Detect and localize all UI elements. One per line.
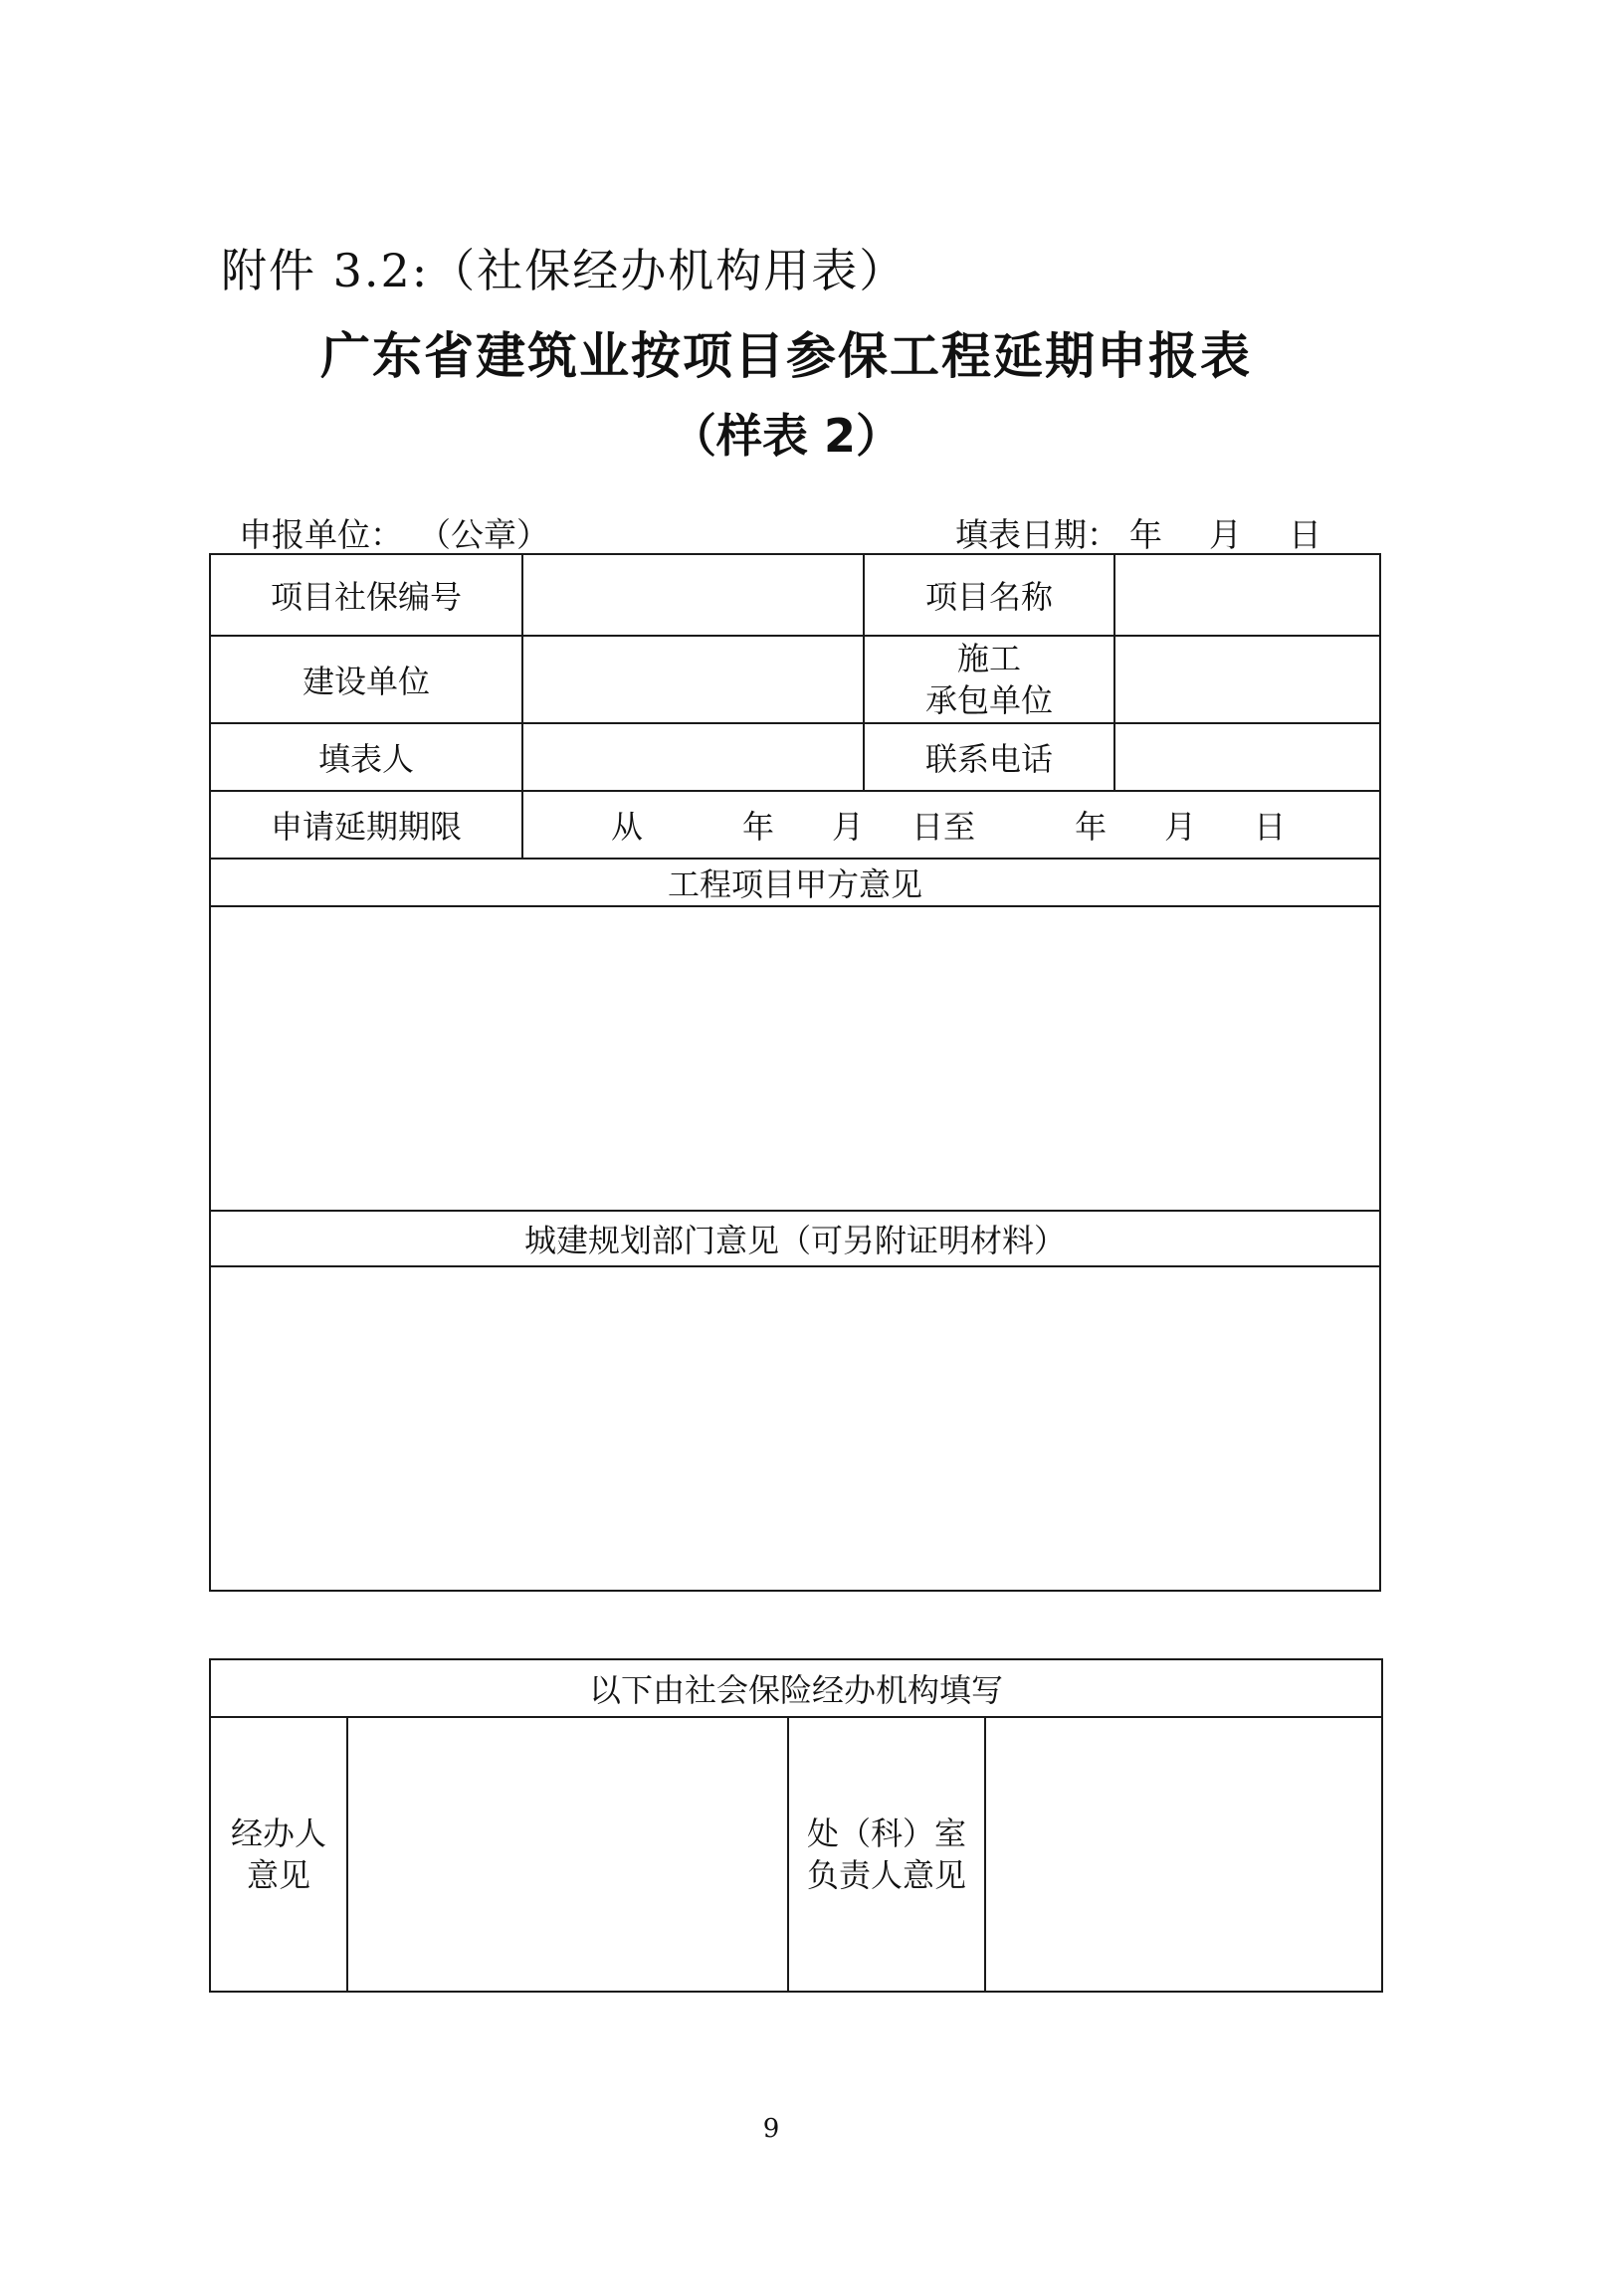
contractor-label: [864, 636, 1114, 723]
period-start-month: 月: [832, 808, 865, 846]
phone-label: 联系电话: [864, 723, 1114, 791]
table-row: [210, 859, 1380, 906]
table-row: [210, 636, 1380, 723]
project-ss-number-label: 项目社保编号: [210, 554, 522, 636]
table-row: [210, 1717, 1382, 1992]
period-end-day: 日: [1254, 808, 1287, 846]
handler-opinion-line1: 经办人: [230, 1815, 326, 1852]
fill-date-day[interactable]: 日: [1289, 515, 1321, 554]
table-row: [210, 791, 1380, 859]
planning-opinion-field[interactable]: [210, 1266, 1380, 1591]
planning-opinion-header: 城建规划部门意见（可另附证明材料）: [210, 1211, 1380, 1266]
page-number: 9: [762, 2114, 780, 2144]
fill-date-month[interactable]: 月: [1209, 515, 1242, 554]
filler-field[interactable]: [522, 723, 864, 791]
owner-opinion-field[interactable]: [210, 906, 1380, 1211]
extension-period-field[interactable]: [522, 791, 1380, 859]
contractor-label-line1: 施工: [956, 640, 1021, 677]
agency-section-table: [209, 1658, 1383, 1993]
contractor-label-line2: 承包单位: [924, 681, 1053, 719]
chief-opinion-field[interactable]: [985, 1717, 1382, 1992]
construction-unit-field[interactable]: [522, 636, 864, 723]
table-row: [210, 906, 1380, 1211]
period-end-year: 年: [1075, 808, 1108, 846]
handler-opinion-field[interactable]: [347, 1717, 788, 1992]
table-row: [210, 554, 1380, 636]
handler-opinion-label: [210, 1717, 347, 1992]
contractor-field[interactable]: [1114, 636, 1380, 723]
table-row: [210, 1211, 1380, 1266]
extension-period-label: 申请延期期限: [210, 791, 522, 859]
table-row: [210, 723, 1380, 791]
form-subtitle: （样表 2）: [670, 409, 903, 463]
phone-field[interactable]: [1114, 723, 1380, 791]
table-row: [210, 1659, 1382, 1717]
form-title: 广东省建筑业按项目参保工程延期申报表: [320, 327, 1252, 385]
owner-opinion-header: 工程项目甲方意见: [210, 859, 1380, 906]
period-end-month: 月: [1164, 808, 1197, 846]
application-form-table: [209, 553, 1381, 1592]
project-name-field[interactable]: [1114, 554, 1380, 636]
table-row: [210, 1266, 1380, 1591]
agency-section-header: 以下由社会保险经办机构填写: [210, 1659, 1382, 1717]
fill-date-label: 填表日期：: [955, 515, 1119, 554]
project-name-label: 项目名称: [864, 554, 1114, 636]
filler-label: 填表人: [210, 723, 522, 791]
fill-date-year[interactable]: 年: [1129, 515, 1162, 554]
project-ss-number-field[interactable]: [522, 554, 864, 636]
chief-opinion-line1: 处（科）室: [806, 1815, 966, 1852]
chief-opinion-line2: 负责人意见: [806, 1856, 966, 1894]
applicant-unit-label: 申报单位：: [239, 515, 403, 554]
period-from: 从: [611, 808, 644, 846]
period-start-year: 年: [742, 808, 775, 846]
handler-opinion-line2: 意见: [246, 1856, 310, 1894]
chief-opinion-label: [788, 1717, 985, 1992]
annex-label: 附件 3.2:（社保经办机构用表）: [221, 244, 908, 297]
construction-unit-label: 建设单位: [210, 636, 522, 723]
official-seal-label: （公章）: [418, 515, 549, 554]
period-start-day-to: 日至: [911, 808, 976, 846]
